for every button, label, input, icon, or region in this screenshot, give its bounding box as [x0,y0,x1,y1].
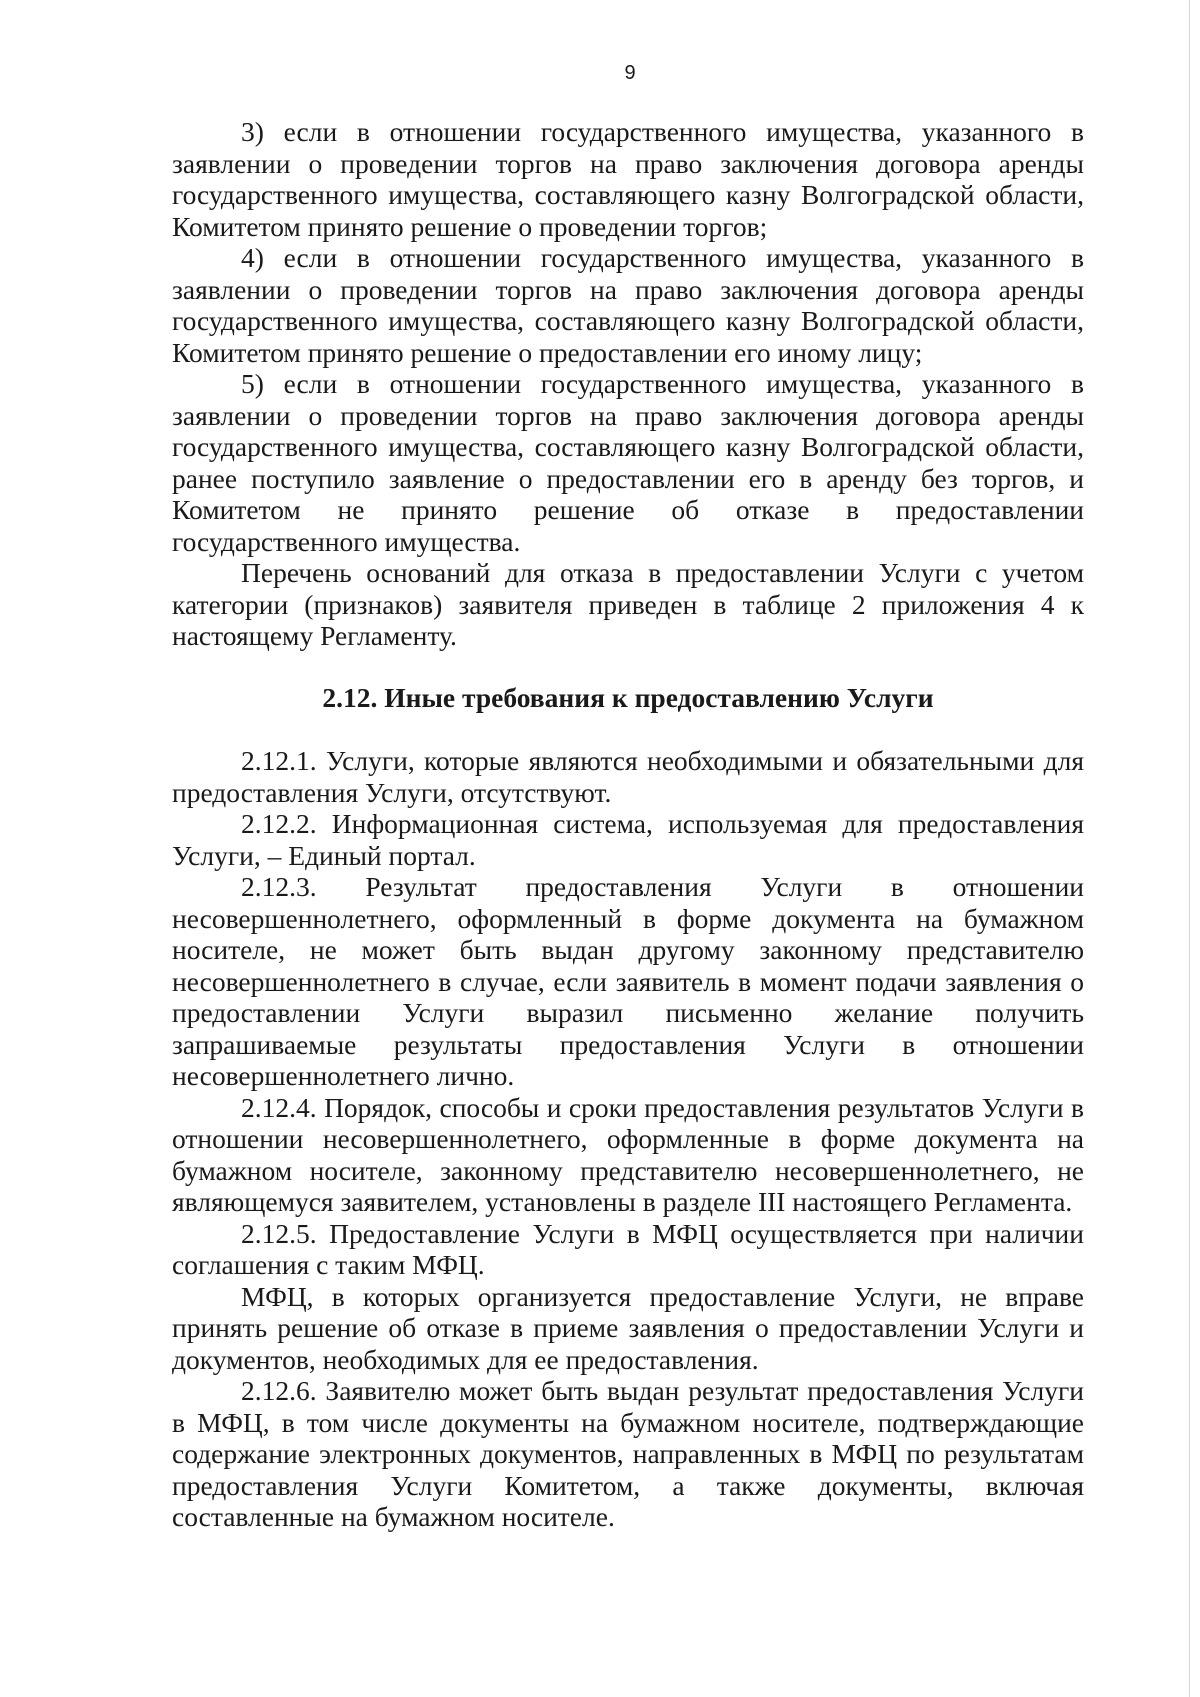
paragraph-item-4: 4) если в отношении государственного имущества, указанного в заявлении о проведении торгов на право заключения договора аренды государственного имущества, составляющего казну Волгоградской области, Комитетом принято решение о предоставлении его иному лицу; [172,242,1084,368]
page-number: 9 [624,62,636,84]
paragraph-item-3: 3) если в отношении государственного имущества, указанного в заявлении о проведении торгов на право заключения договора аренды государственного имущества, составляющего казну Волгоградской области, Комитетом принято решение о проведении торгов; [172,116,1084,242]
paragraph-2-12-3: 2.12.3. Результат предоставления Услуги в отношении несовершеннолетнего, оформленный в форме документа на бумажном носителе, не может быть выдан другому законному представителю несовершеннолетнего в случае, если заявитель в момент подачи заявления о предоставлении Услуги выразил письменно желание получить запрашиваемые результаты предоставления Услуги в отношении несовершеннолетнего лично. [172,871,1084,1091]
page-edge-line [1189,0,1190,1697]
paragraph-item-5: 5) если в отношении государственного имущества, указанного в заявлении о проведении торгов на право заключения договора аренды государственного имущества, составляющего казну Волгоградской области, ранее поступило заявление о предоставлении его в аренду без торгов, и Комитетом не принято решение об отказе в предоставлении государственного имущества. [172,368,1084,557]
page-body [172,116,1084,1533]
paragraph-2-12-1: 2.12.1. Услуги, которые являются необходимыми и обязательными для предоставления Услуги, отсутствуют. [172,745,1084,808]
paragraph-2-12-6: 2.12.6. Заявителю может быть выдан результат предоставления Услуги в МФЦ, в том числе документы на бумажном носителе, подтверждающие содержание электронных документов, направленных в МФЦ по результатам предоставления Услуги Комитетом, а также документы, включая составленные на бумажном носителе. [172,1375,1084,1532]
paragraph-2-12-5: 2.12.5. Предоставление Услуги в МФЦ осуществляется при наличии соглашения с таким МФЦ. [172,1217,1084,1280]
paragraph-2-12-4: 2.12.4. Порядок, способы и сроки предоставления результатов Услуги в отношении несовершеннолетнего, оформленные в форме документа на бумажном носителе, законному представителю несовершеннолетнего, не являющемуся заявителем, установлены в разделе III настоящего Регламента. [172,1091,1084,1217]
paragraph-grounds-list: Перечень оснований для отказа в предоставлении Услуги с учетом категории (признаков) заявителя приведен в таблице 2 приложения 4 к настоящему Регламенту. [172,557,1084,651]
section-heading-2-12: 2.12. Иные требования к предоставлению Услуги [322,681,934,713]
paragraph-mfc-refusal: МФЦ, в которых организуется предоставление Услуги, не вправе принять решение об отказе в приеме заявления о предоставлении Услуги и документов, необходимых для ее предоставления. [172,1280,1084,1375]
paragraph-2-12-2: 2.12.2. Информационная система, используемая для предоставления Услуги, – Единый портал. [172,808,1084,871]
